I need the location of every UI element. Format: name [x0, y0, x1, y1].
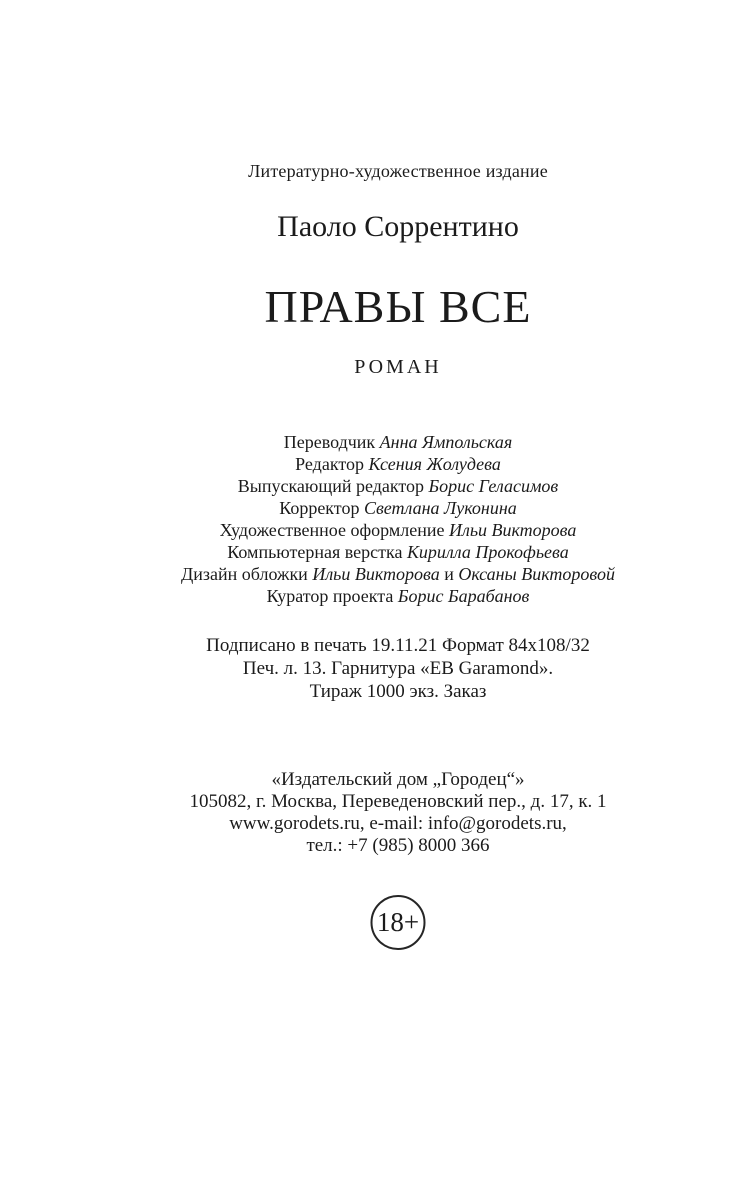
- credit-role: Художественное оформление: [219, 520, 445, 540]
- credit-role: Корректор: [279, 498, 360, 518]
- print-info-line: Тираж 1000 экз. Заказ: [309, 681, 487, 702]
- print-info-line: Печ. л. 13. Гарнитура «EB Garamond».: [242, 658, 554, 679]
- credit-line-translator: [23, 431, 750, 453]
- credit-name: Анна Ямпольская: [379, 432, 513, 452]
- print-info-block: [23, 634, 750, 703]
- print-info-line: Подписано в печать 19.11.21 Формат 84х108/32: [206, 635, 590, 656]
- credit-role: Переводчик: [283, 432, 376, 452]
- publisher-web-email: www.gorodets.ru, e-mail: info@gorodets.ru,: [229, 813, 567, 834]
- credit-name: Борис Геласимов: [428, 476, 559, 496]
- credit-name: Ильи Викторова: [448, 520, 577, 540]
- edition-type-label: Литературно-художественное издание: [248, 161, 548, 181]
- credit-name-2: Оксаны Викторовой: [458, 564, 616, 584]
- credit-conjunction: и: [444, 564, 454, 584]
- credit-line-cover-design: [23, 563, 750, 585]
- credit-line-managing-editor: [23, 475, 750, 497]
- credit-name: Кирилла Прокофьева: [406, 542, 569, 562]
- credits-block: [23, 431, 750, 607]
- credit-name: Ксения Жолудева: [368, 454, 501, 474]
- publisher-address: 105082, г. Москва, Переведеновский пер., д. 17, к. 1: [189, 791, 607, 812]
- credit-role: Редактор: [295, 454, 364, 474]
- book-title: ПРАВЫ ВСЕ: [264, 281, 532, 332]
- credit-line-curator: [23, 585, 750, 607]
- publisher-name: «Издательский дом „Городец“»: [271, 769, 525, 790]
- credit-line-layout: [23, 541, 750, 563]
- credit-role: Компьютерная верстка: [227, 542, 403, 562]
- genre-label: РОМАН: [354, 356, 442, 378]
- credit-line-art-design: [23, 519, 750, 541]
- credit-role: Куратор проекта: [266, 586, 394, 606]
- credit-name: Светлана Луконина: [363, 498, 517, 518]
- age-rating-badge: [371, 895, 426, 950]
- age-rating-label: 18+: [376, 907, 420, 937]
- credit-line-editor: [23, 453, 750, 475]
- credit-line-proofreader: [23, 497, 750, 519]
- credit-role: Дизайн обложки: [180, 564, 308, 584]
- credit-name: Ильи Викторова: [312, 564, 440, 584]
- credit-name: Борис Барабанов: [397, 586, 530, 606]
- credit-role: Выпускающий редактор: [237, 476, 425, 496]
- publisher-phone: тел.: +7 (985) 8000 366: [306, 835, 490, 856]
- author-name: Паоло Соррентино: [277, 210, 519, 243]
- publisher-block: [23, 769, 750, 857]
